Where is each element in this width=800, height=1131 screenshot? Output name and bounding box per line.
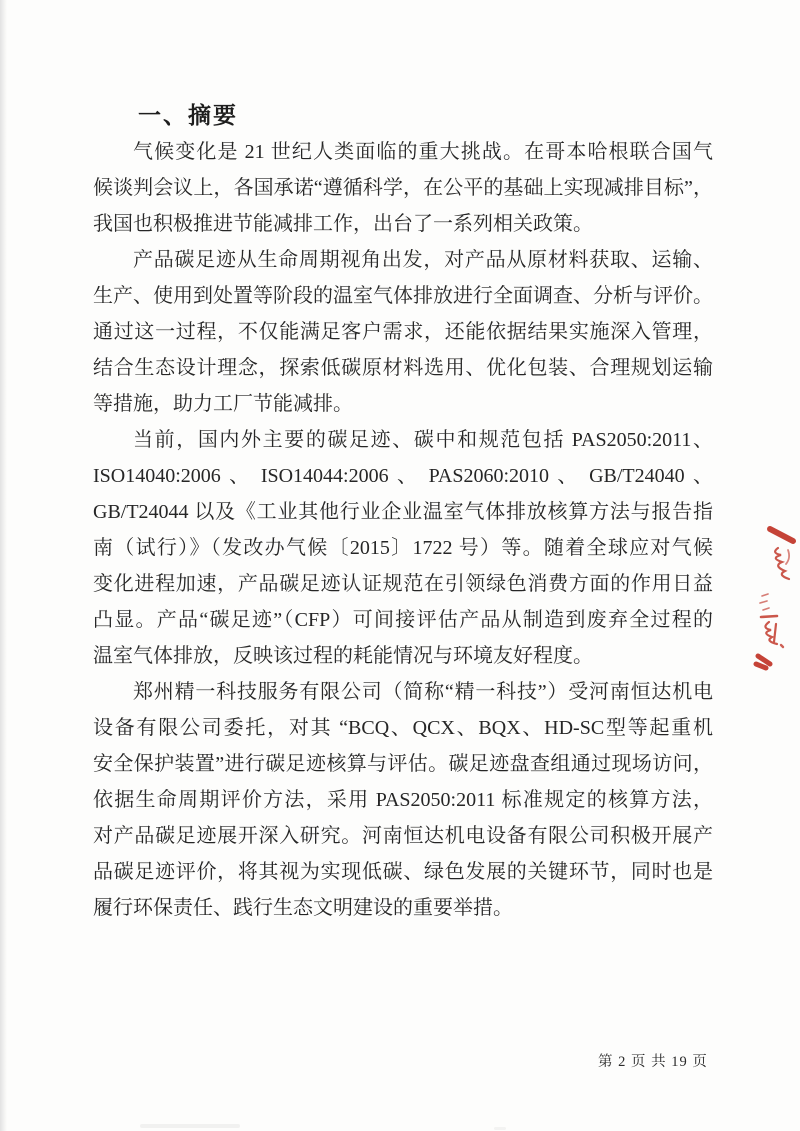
text-line: 设备有限公司委托，对其 “BCQ、QCX、BQX、HD-SC型等起重机 (93, 717, 713, 739)
text-line: 等措施，助力工厂节能减排。 (93, 393, 353, 415)
text-line: 通过这一过程，不仅能满足客户需求，还能依据结果实施深入管理， (93, 321, 713, 343)
text-line: 凸显。产品“碳足迹”（CFP）可间接评估产品从制造到废弃全过程的 (93, 609, 713, 631)
text-line: 温室气体排放，反映该过程的耗能情况与环境友好程度。 (93, 645, 593, 667)
text-line: 变化进程加速，产品碳足迹认证规范在引领绿色消费方面的作用日益 (93, 573, 713, 595)
text-line: 郑州精一科技服务有限公司（简称“精一科技”）受河南恒达机电 (133, 681, 713, 703)
section-heading: 一、摘要 (138, 103, 238, 128)
scan-edge (0, 0, 7, 1131)
paragraph (93, 242, 713, 422)
paragraph (93, 674, 713, 926)
text-line: 安全保护装置”进行碳足迹核算与评估。碳足迹盘查组通过现场访问， (93, 753, 713, 775)
document-body (93, 98, 713, 926)
text-line: 我国也积极推进节能减排工作，出台了一系列相关政策。 (93, 213, 593, 235)
text-line: 依据生命周期评价方法，采用 PAS2050:2011 标准规定的核算方法， (93, 789, 713, 811)
text-line: 候谈判会议上，各国承诺“遵循科学，在公平的基础上实现减排目标”， (93, 177, 713, 199)
paragraph (93, 134, 713, 242)
text-line: 气候变化是 21 世纪人类面临的重大挑战。在哥本哈根联合国气 (133, 141, 713, 163)
red-seal-fragment (748, 524, 800, 674)
text-line: 对产品碳足迹展开深入研究。河南恒达机电设备有限公司积极开展产 (93, 825, 713, 847)
text-line: 结合生态设计理念，探索低碳原材料选用、优化包装、合理规划运输 (93, 357, 713, 379)
text-line: GB/T24044 以及《工业其他行业企业温室气体排放核算方法与报告指 (93, 501, 713, 523)
paragraph (93, 422, 713, 674)
text-line: 品碳足迹评价，将其视为实现低碳、绿色发展的关键环节，同时也是 (93, 861, 713, 883)
text-line: 南（试行）》（发改办气候〔2015〕1722 号）等。随着全球应对气候 (93, 537, 713, 559)
scan-smudge (140, 1124, 240, 1128)
text-line: 当前，国内外主要的碳足迹、碳中和规范包括 PAS2050:2011、 (133, 429, 713, 451)
scan-smudge (494, 1127, 506, 1130)
text-line: 履行环保责任、践行生态文明建设的重要举措。 (93, 897, 513, 919)
text-line: ISO14040:2006 、 ISO14044:2006 、 PAS2060:2010 、 GB/T24040 、 (93, 465, 713, 487)
page-number: 第 2 页 共 19 页 (598, 1054, 708, 1070)
text-line: 产品碳足迹从生命周期视角出发，对产品从原材料获取、运输、 (133, 249, 713, 271)
text-line: 生产、使用到处置等阶段的温室气体排放进行全面调查、分析与评价。 (93, 285, 713, 307)
